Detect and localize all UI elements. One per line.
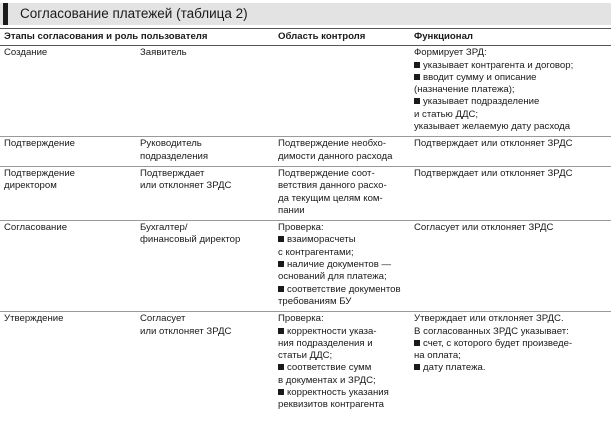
functionality-cell-line: Согласует или отклоняет ЗРДС (414, 222, 554, 234)
control-area-cell-line: Проверка: (278, 222, 324, 234)
control-area-cell (274, 166, 410, 220)
functionality-cell (410, 137, 611, 167)
control-area-cell-line: пании (278, 204, 305, 216)
functionality-cell (410, 46, 611, 137)
square-bullet-icon (414, 340, 420, 346)
payment-approval-table (0, 28, 611, 415)
functionality-cell (410, 312, 611, 415)
bullet-text: на оплата; (414, 350, 461, 362)
stage-cell (0, 221, 136, 312)
header-stages: Этапы согласования и роль пользователя (0, 29, 274, 46)
role-cell-line: подразделения (140, 150, 209, 162)
control-area-cell (274, 137, 410, 167)
bullet-item (414, 362, 607, 374)
bullet-item (278, 259, 406, 284)
role-cell-line: Заявитель (140, 47, 187, 59)
bullet-text: (назначение платежа); (414, 84, 515, 96)
table-row (0, 312, 611, 415)
control-area-cell (274, 46, 410, 137)
bullet-text: оснований для платежа; (278, 271, 387, 283)
square-bullet-icon (414, 98, 420, 104)
table-row (0, 221, 611, 312)
stage-cell-line: Подтверждение (4, 138, 76, 150)
bullet-text: дату платежа. (423, 362, 486, 374)
bullet-text: счет, с которого будет произведе- (423, 337, 573, 349)
role-cell-line: или отклоняет ЗРДС (140, 180, 232, 192)
bullet-item (414, 72, 607, 97)
control-area-cell-line: ветствия данного расхо- (278, 180, 387, 192)
control-area-cell-line: Проверка: (278, 313, 324, 325)
role-cell (136, 166, 274, 220)
square-bullet-icon (414, 364, 420, 370)
square-bullet-icon (278, 261, 284, 267)
role-cell (136, 312, 274, 415)
stage-cell-line: Согласование (4, 222, 68, 234)
square-bullet-icon (278, 389, 284, 395)
functionality-cell-line: Подтверждает или отклоняет ЗРДС (414, 138, 573, 150)
bullet-text: статьи ДДС; (278, 350, 333, 362)
role-cell-line: Согласует (140, 313, 186, 325)
control-area-cell (274, 221, 410, 312)
bullet-text: вводит сумму и описание (423, 71, 537, 83)
bullet-text: соответствие сумм (287, 362, 372, 374)
bullet-item (278, 284, 406, 309)
stage-cell (0, 46, 136, 137)
bullet-text: реквизитов контрагента (278, 399, 385, 411)
role-cell-line: финансовый директор (140, 234, 241, 246)
header-area: Область контроля (274, 29, 410, 46)
stage-cell (0, 137, 136, 167)
functionality-cell-line: указывает желаемую дату расхода (414, 121, 571, 133)
role-cell-line: Подтверждает (140, 167, 205, 179)
functionality-cell (410, 221, 611, 312)
control-area-cell (274, 312, 410, 415)
bullet-item (278, 362, 406, 387)
header-row (0, 29, 611, 46)
role-cell (136, 221, 274, 312)
bullet-text: с контрагентами; (278, 246, 354, 258)
bullet-text: указывает подразделение (423, 96, 540, 108)
table-row (0, 137, 611, 167)
stage-cell-line: Создание (4, 47, 48, 59)
bullet-item (278, 234, 406, 259)
table-row (0, 46, 611, 137)
bullet-text: требованиям БУ (278, 295, 352, 307)
stage-cell (0, 312, 136, 415)
functionality-cell-line: Формирует ЗРД: (414, 47, 487, 59)
stage-cell-line: директором (4, 180, 57, 192)
control-area-cell-line: Подтверждение соот- (278, 167, 375, 179)
role-cell-line: Бухгалтер/ (140, 222, 188, 234)
bullet-text: и статью ДДС; (414, 108, 479, 120)
table-row (0, 166, 611, 220)
bullet-item (278, 326, 406, 363)
square-bullet-icon (414, 74, 420, 80)
bullet-text: в документах и ЗРДС; (278, 374, 376, 386)
bullet-item (278, 387, 406, 412)
functionality-cell (410, 166, 611, 220)
square-bullet-icon (278, 286, 284, 292)
functionality-cell-line: В согласованных ЗРДС указывает: (414, 325, 569, 337)
control-area-cell-line: Подтверждение необхо- (278, 138, 387, 150)
square-bullet-icon (278, 364, 284, 370)
role-cell-line: или отклоняет ЗРДС (140, 325, 232, 337)
header-func: Функционал (410, 29, 611, 46)
functionality-cell-line: Утверждает или отклоняет ЗРДС. (414, 313, 564, 325)
bullet-text: ния подразделения и (278, 337, 373, 349)
stage-cell (0, 166, 136, 220)
stage-cell-line: Утверждение (4, 313, 64, 325)
control-area-cell-line: димости данного расхода (278, 150, 393, 162)
square-bullet-icon (414, 62, 420, 68)
bullet-text: наличие документов — (287, 259, 392, 271)
role-cell-line: Руководитель (140, 138, 202, 150)
bullet-item (414, 338, 607, 363)
bullet-item (414, 60, 607, 72)
title-accent-bar (3, 3, 8, 25)
table-title: Согласование платежей (таблица 2) (20, 6, 248, 21)
bullet-item (414, 96, 607, 121)
role-cell (136, 137, 274, 167)
bullet-text: корректность указания (287, 387, 389, 399)
table-title-bar (0, 3, 611, 25)
role-cell (136, 46, 274, 137)
bullet-text: корректности указа- (287, 325, 377, 337)
stage-cell-line: Подтверждение (4, 167, 76, 179)
functionality-cell-line: Подтверждает или отклоняет ЗРДС (414, 167, 573, 179)
square-bullet-icon (278, 236, 284, 242)
control-area-cell-line: да текущим целям ком- (278, 192, 383, 204)
bullet-text: взаиморасчеты (287, 234, 356, 246)
bullet-text: соответствие документов (287, 283, 401, 295)
bullet-text: указывает контрагента и договор; (423, 59, 574, 71)
square-bullet-icon (278, 328, 284, 334)
